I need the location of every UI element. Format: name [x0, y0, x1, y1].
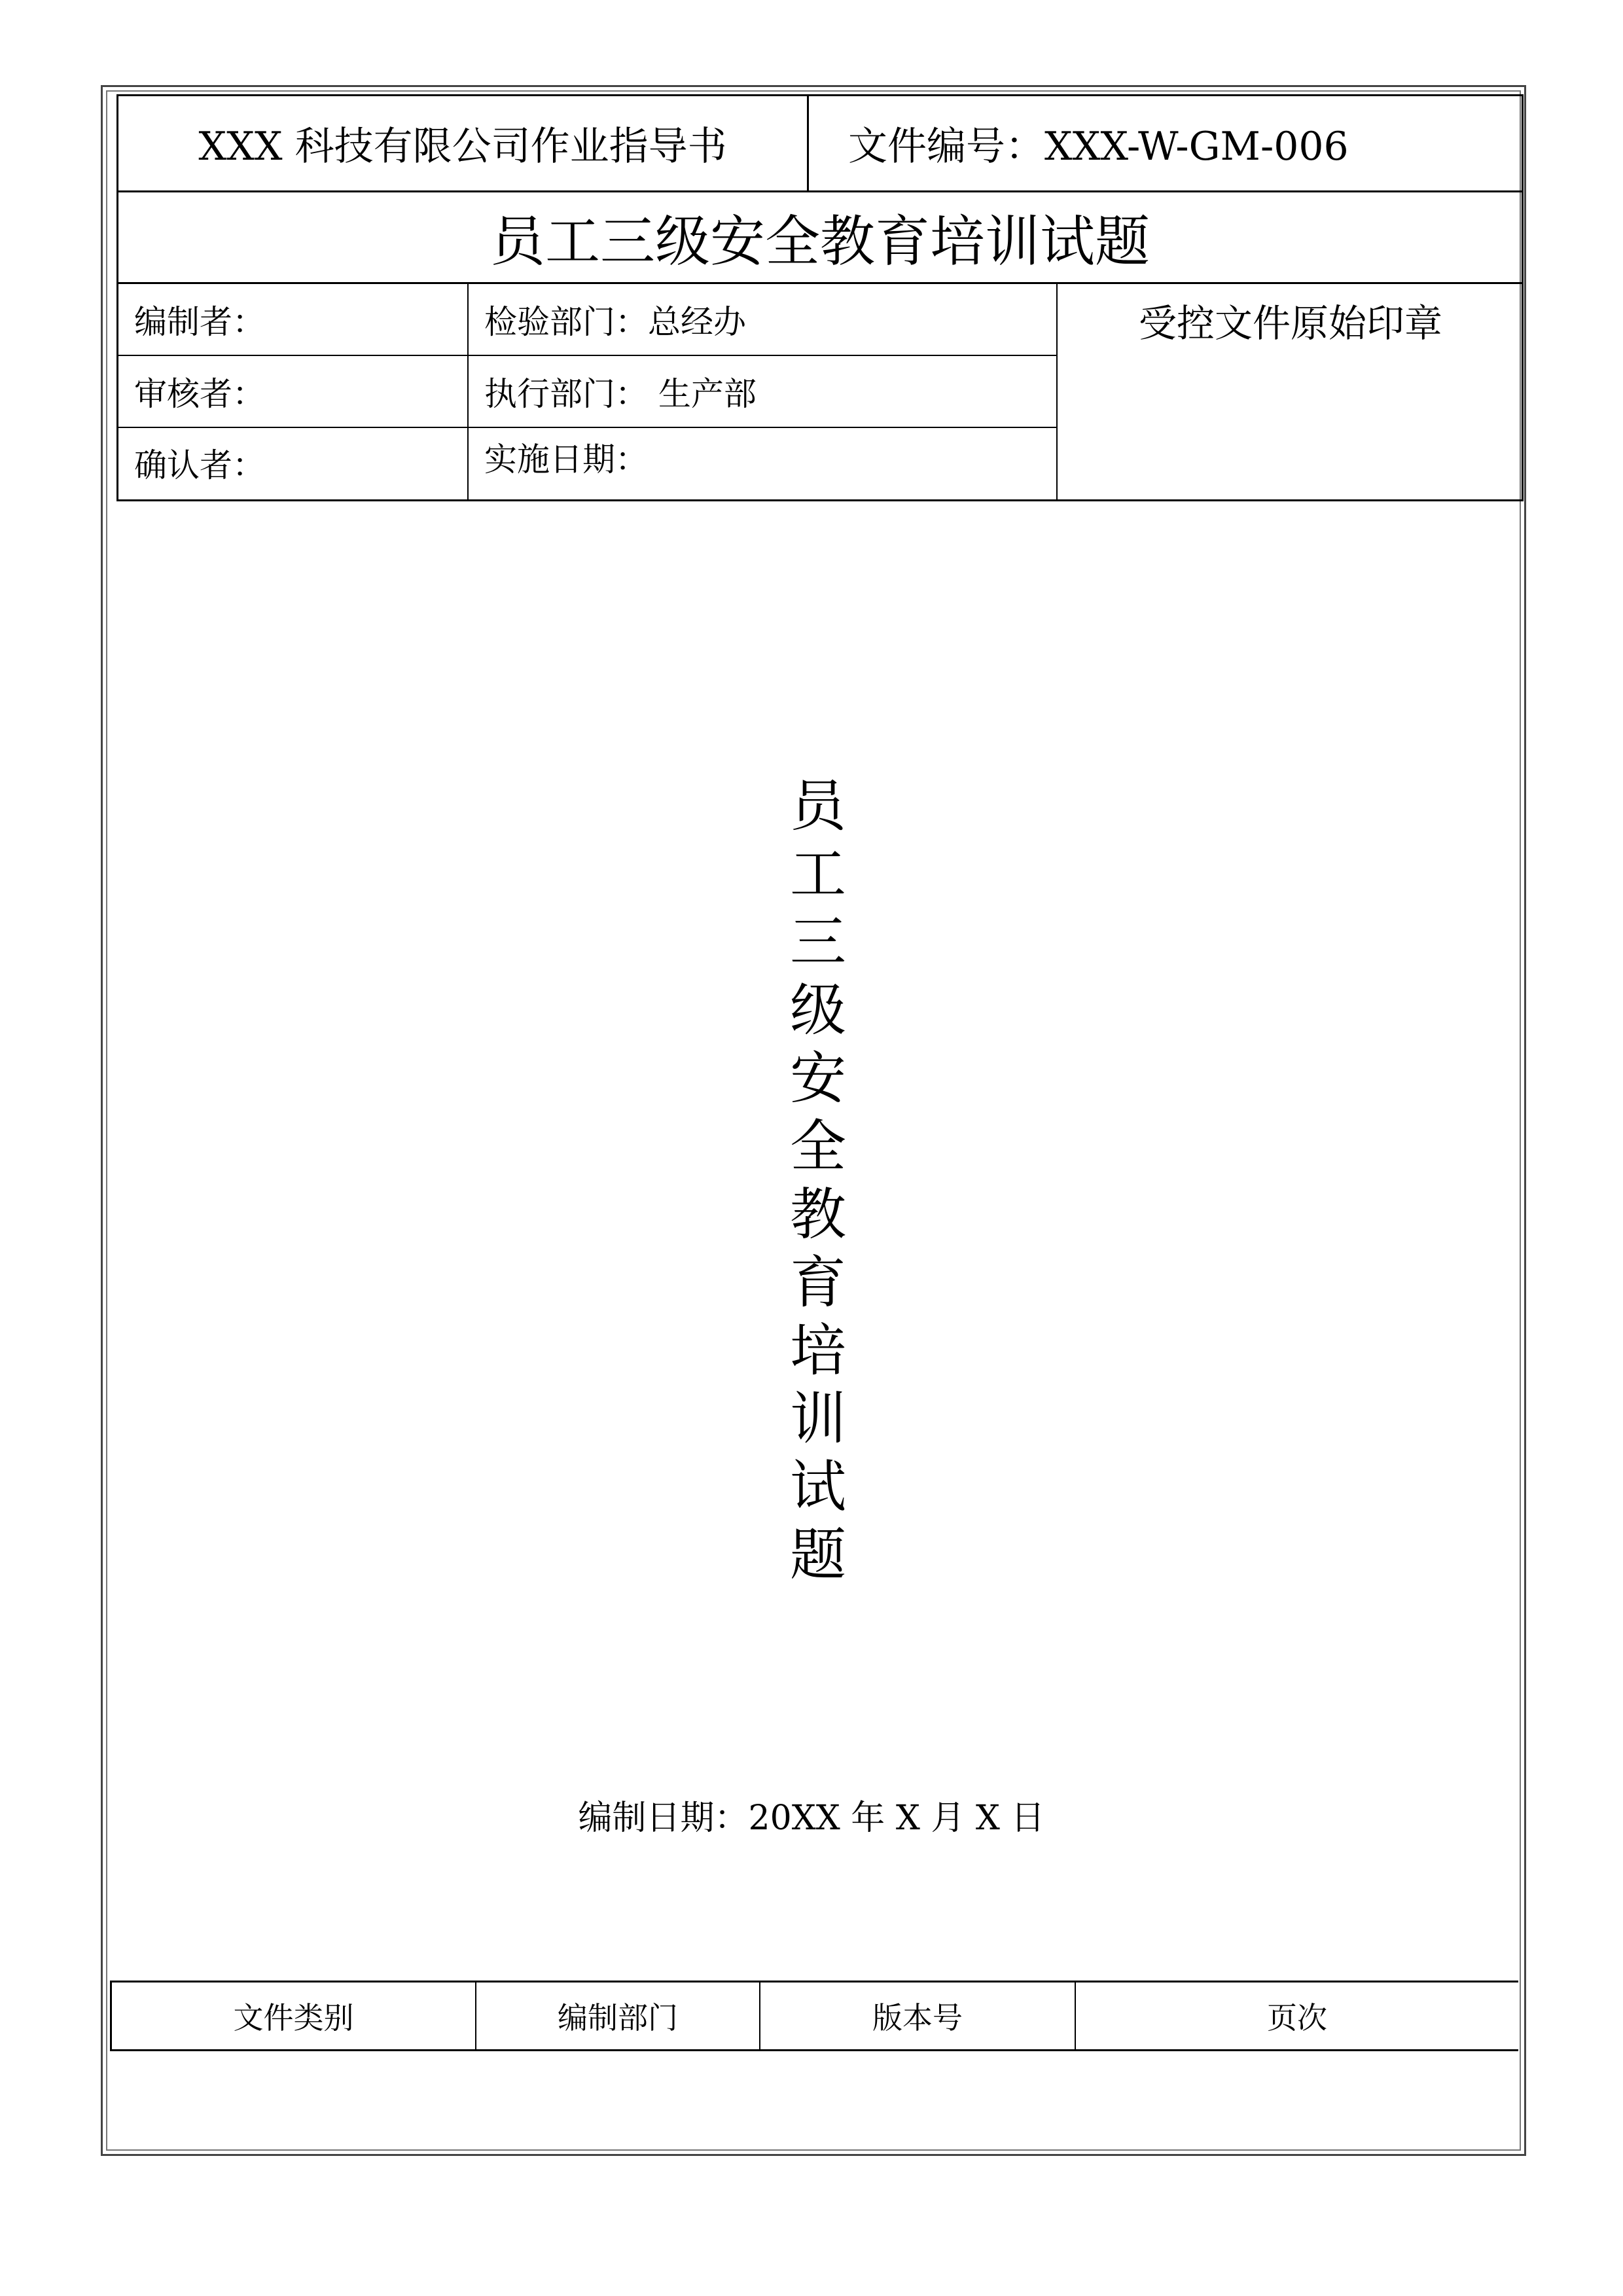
vertical-title-char: 试	[790, 1454, 846, 1520]
doc-type-title: XXX 科技有限公司作业指导书	[118, 96, 809, 190]
vertical-title-char: 安	[790, 1046, 846, 1111]
approval-row-reviewer	[118, 356, 1058, 428]
vertical-title-char: 训	[790, 1386, 846, 1452]
vertical-title-char: 三	[790, 910, 846, 975]
execution-dept: 执行部门： 生产部	[469, 356, 1058, 427]
vertical-cover-title	[785, 772, 851, 1589]
reviewer-label: 审核者：	[118, 356, 469, 427]
approval-row-confirmer	[118, 428, 1058, 499]
vertical-title-char: 工	[790, 842, 846, 907]
vertical-title-char: 全	[790, 1114, 846, 1179]
compile-date: 编制日期：20XX 年 X 月 X 日	[578, 1799, 1045, 1838]
vertical-title-char: 教	[790, 1182, 846, 1247]
approval-row-compiler	[118, 284, 1058, 356]
vertical-title-char: 育	[790, 1250, 846, 1316]
footer-file-category: 文件类别	[112, 1982, 476, 2049]
vertical-title-char: 员	[790, 774, 846, 839]
compiler-label: 编制者：	[118, 284, 469, 355]
header-top-row	[116, 94, 1524, 192]
doc-number: 文件编号：XXX-W-GM-006	[848, 124, 1349, 170]
footer-version: 版本号	[760, 1982, 1076, 2049]
footer-compile-dept: 编制部门	[476, 1982, 760, 2049]
footer-page: 页次	[1267, 2000, 1327, 2036]
page-title: 员工三级安全教育培训试题	[116, 192, 1524, 284]
footer-table	[110, 1981, 1518, 2051]
inspection-dept: 检验部门：总经办	[469, 284, 1058, 355]
implement-date: 实施日期：	[469, 428, 1058, 499]
vertical-title-char: 培	[790, 1318, 846, 1384]
vertical-title-char: 题	[790, 1522, 846, 1588]
controlled-seal-label: 受控文件原始印章	[1138, 301, 1442, 346]
approval-info-table	[116, 284, 1524, 501]
confirmer-label: 确认者：	[118, 428, 469, 499]
vertical-title-char: 级	[790, 978, 846, 1043]
